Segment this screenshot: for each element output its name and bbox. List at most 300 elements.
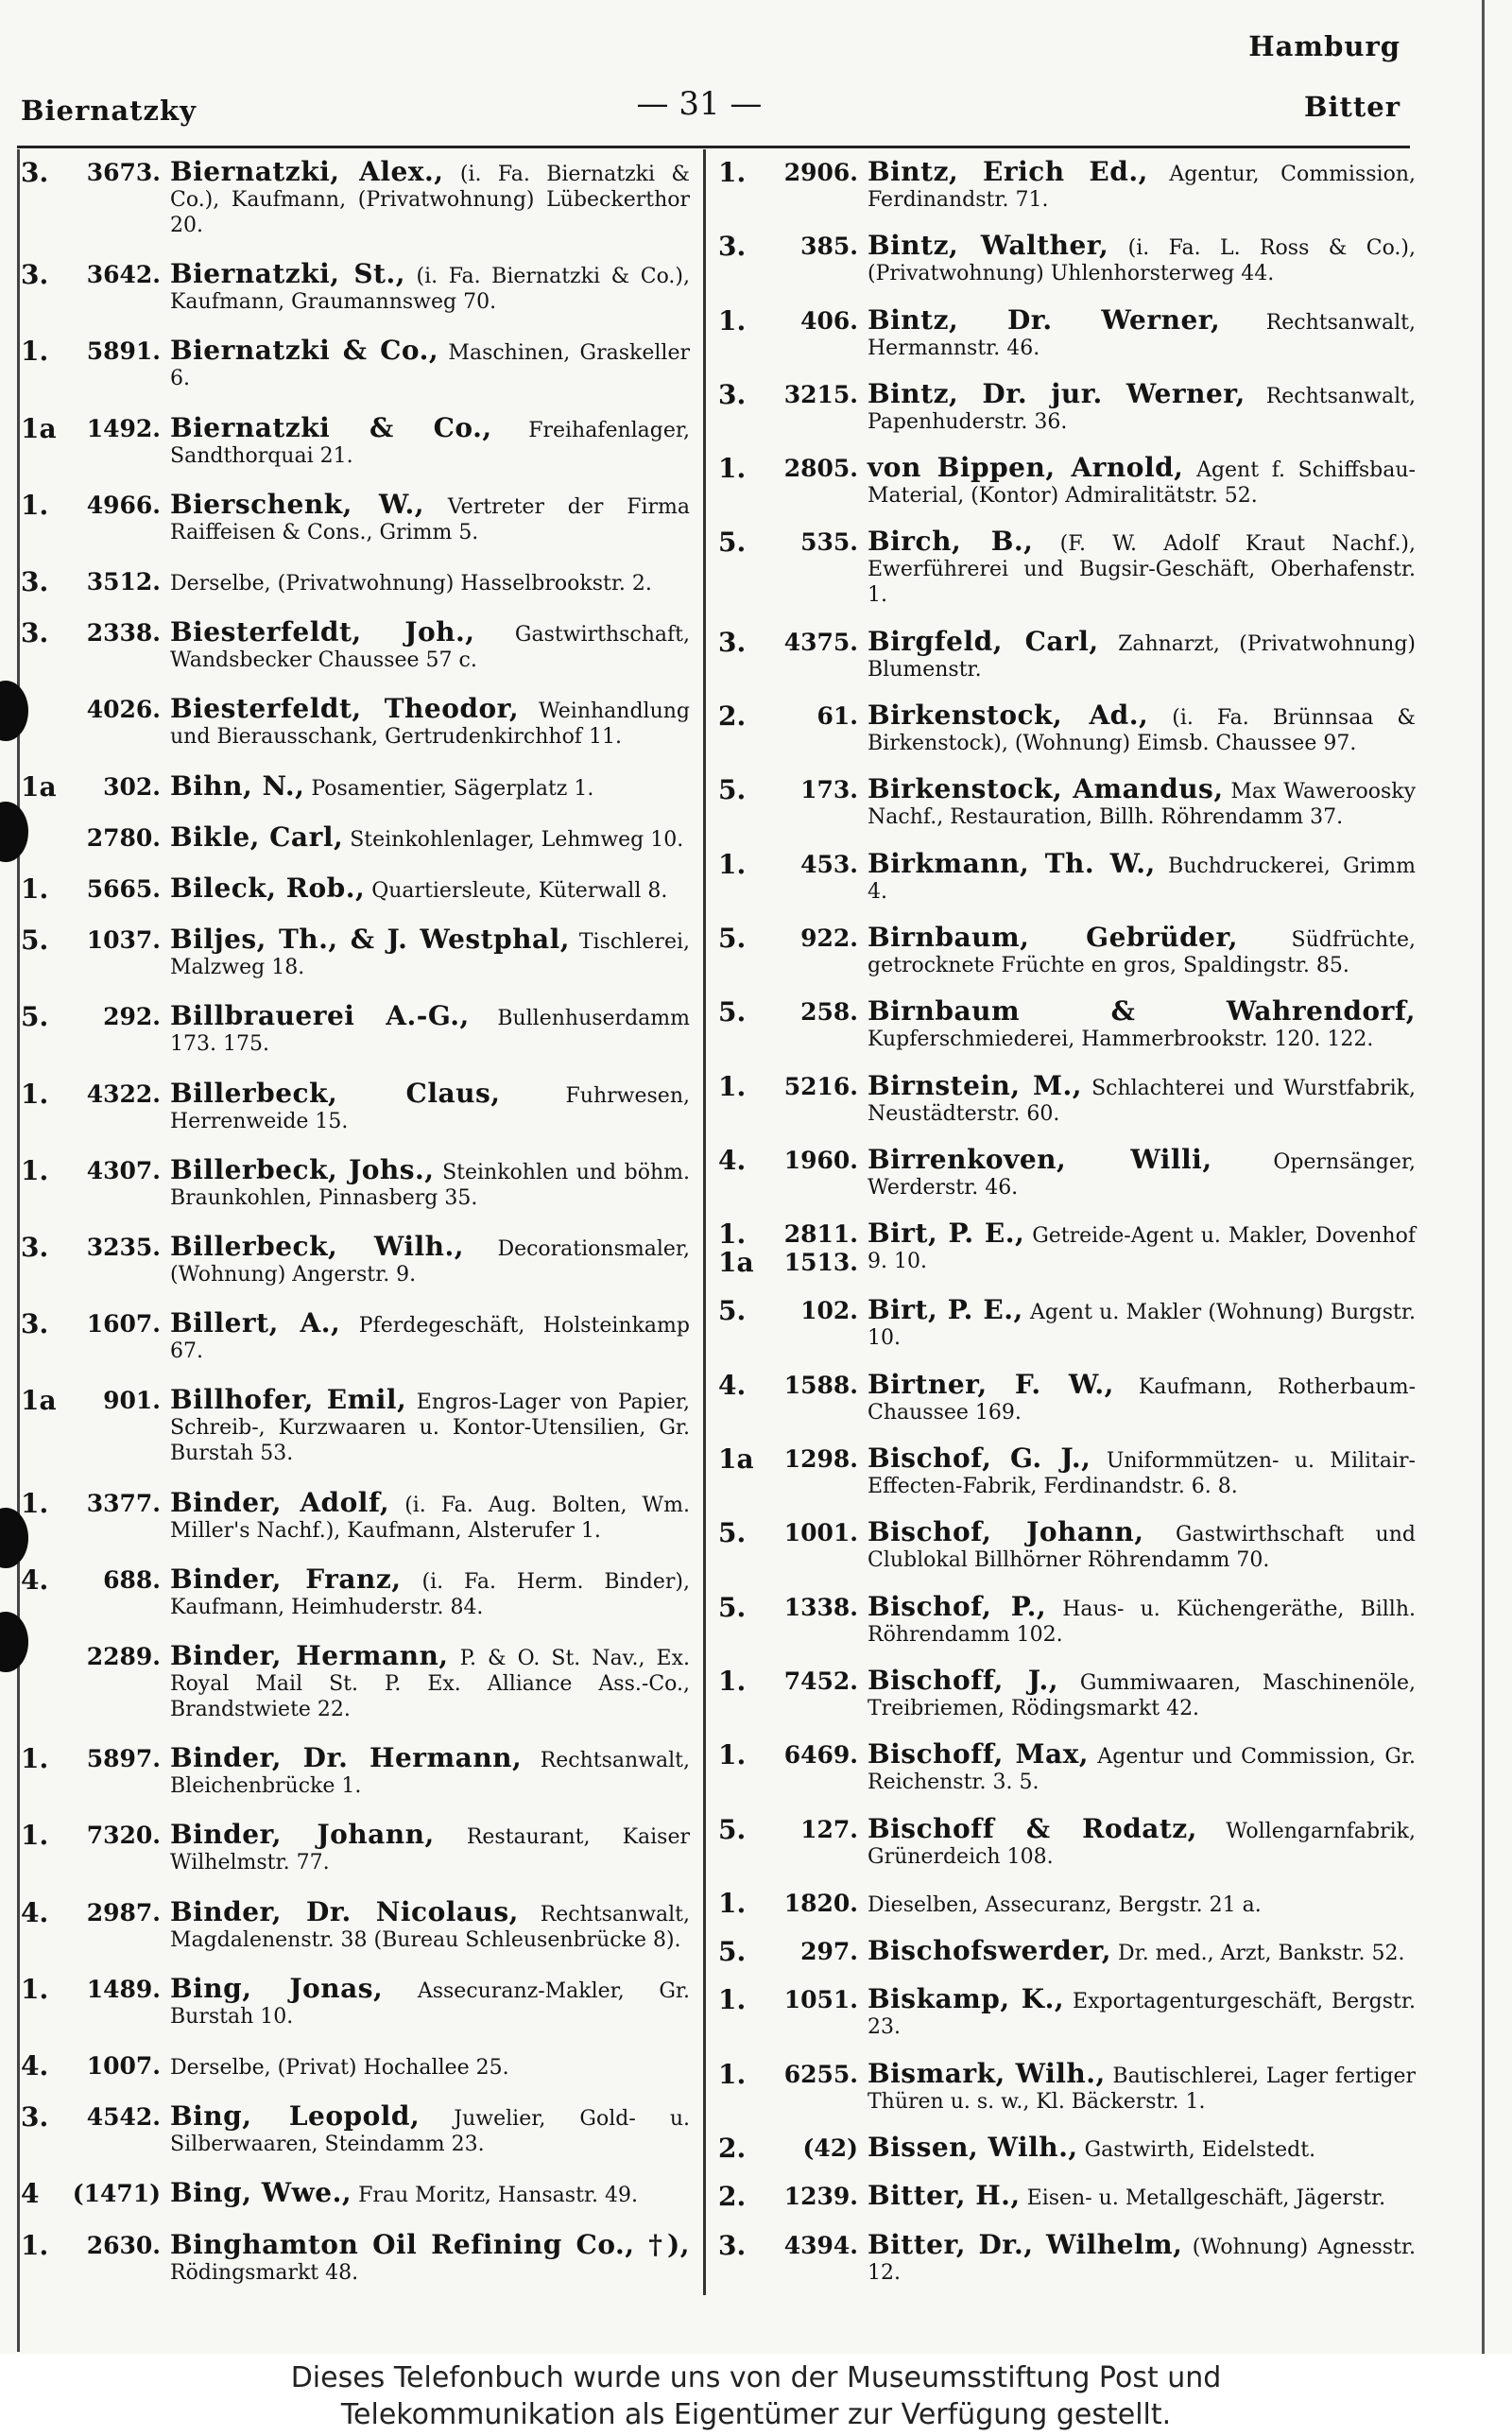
directory-entry [21,1972,690,2030]
directory-entry [21,337,690,391]
subscriber-details: Agent f. Schiffsbau-Material, (Kontor) Admiralitätstr. 52. [868,458,1416,509]
entry-text [170,1895,690,1953]
subscriber-details: Decorationsmaler, (Wohnung) Angerstr. 9. [170,1237,691,1287]
phone-number: 127. [800,1815,858,1843]
phone-number: 453. [800,850,858,878]
entry-text [868,1294,1416,1351]
subscriber-details: (i. Fa. Brünnsaa & Birkenstock), (Wohnung) Eimsb. Chaussee 97. [868,706,1416,756]
exchange-code: 5. [718,996,747,1028]
exchange-code: 1. [21,2229,49,2261]
exchange-code: 1. [21,336,49,368]
subscriber-name: Biernatzki, St., [170,258,405,290]
subscriber-name: Biernatzki, Alex., [170,156,444,187]
phone-number: 4966. [86,491,161,519]
subscriber-details: Exportagenturgeschäft, Bergstr. 23. [868,1990,1416,2040]
phone-number: 2811. 1513. [783,1220,858,1277]
phone-number: 7320. [86,1822,161,1850]
entry-text [170,258,690,315]
exchange-code: 5. [21,1001,49,1033]
directory-entry [718,1812,1416,1870]
phone-number: 102. [800,1297,858,1325]
directory-entry [21,156,691,238]
directory-entry [718,2057,1416,2115]
subscriber-details: Maschinen, Graskeller 6. [170,341,690,391]
exchange-code: 3. [21,2101,49,2134]
subscriber-details: Quartiersleute, Küterwall 8. [371,879,668,904]
phone-number: 3673. [86,159,161,186]
exchange-code: 5. [718,527,747,559]
subscriber-details: Uniformmützen- u. Militair-Effecten-Fabrik, Ferdinandstr. 6. 8. [868,1449,1416,1499]
subscriber-name: Bitter, H., [868,2180,1021,2212]
directory-entry [718,921,1416,978]
exchange-code: 1a [21,770,57,803]
exchange-code: 5. [718,922,747,954]
subscriber-name: Binder, Adolf, [170,1486,390,1518]
entry-text [868,1983,1416,2040]
directory-entry [21,1307,690,1364]
subscriber-details: Gastwirthschaft und Clublokal Billhörner Röhrendamm 70. [868,1523,1416,1573]
directory-entry [718,303,1416,361]
entry-text [170,821,690,853]
entry-text [170,872,690,905]
exchange-code: 1. [21,489,49,521]
phone-number: 6469. [783,1741,858,1770]
phone-number: 4375. [783,628,858,656]
phone-number: 688. [103,1565,161,1594]
directory-entry [718,2134,1416,2163]
directory-entry [21,258,690,315]
subscriber-name: Bischof, G. J., [868,1443,1091,1475]
subscriber-details: Dieselben, Assecuranz, Bergstr. 21 a. [868,1892,1262,1917]
entry-text [868,1590,1416,1648]
phone-number: 3642. [86,261,161,289]
directory-entry [718,1983,1416,2040]
subscriber-name: Bismark, Wilh., [868,2057,1106,2089]
exchange-code: 3. [718,231,747,263]
entry-text [868,528,1416,608]
directory-entry [21,488,690,545]
subscriber-details: (Wohnung) Agnesstr. 12. [868,2235,1416,2285]
subscriber-name: Bitter, Dr., Wilhelm, [868,2228,1183,2260]
phone-number: 4542. [86,2103,161,2132]
entry-text [868,303,1416,361]
subscriber-name: Bischof, P., [868,1590,1047,1622]
subscriber-details: (i. Fa. Aug. Bolten, Wm. Miller's Nachf.), Kaufmann, Alsterufer 1. [170,1493,690,1543]
subscriber-name: Birtner, F. W., [868,1368,1114,1400]
subscriber-details: Derselbe, (Privatwohnung) Hasselbrookstr. 2. [170,572,652,596]
exchange-code: 5. [718,1295,747,1327]
phone-number: 1820. [783,1889,858,1917]
subscriber-name: Billbrauerei A.-G., [170,1000,470,1032]
phone-number: 5665. [86,875,161,904]
exchange-code: 2. [718,2181,747,2213]
right-margin-rule [1482,0,1485,2354]
phone-number: 6255. [783,2060,858,2088]
phone-number: 922. [800,924,858,952]
subscriber-details: (i. Fa. Biernatzki & Co.), Kaufmann, Graumannsweg 70. [170,265,690,315]
subscriber-name: Binder, Hermann, [170,1640,449,1672]
exchange-code: 5. [718,1591,747,1623]
phone-number: 1607. [86,1310,161,1339]
phone-number: 258. [800,998,858,1027]
subscriber-details: Kupferschmiederei, Hammerbrookstr. 120. 122. [868,1028,1374,1052]
subscriber-details: (i. Fa. Herm. Binder), Kaufmann, Heimhuderstr. 84. [170,1569,690,1619]
exchange-code: 2. [718,2133,747,2165]
phone-number: 2289. [86,1643,161,1671]
entry-text [170,568,690,596]
phone-number: 535. [800,528,858,557]
phone-number: 2906. [783,159,858,186]
subscriber-name: Biljes, Th., & J. Westphal, [170,924,571,956]
subscriber-name: Bintz, Dr. jur. Werner, [868,377,1246,409]
directory-entry [21,2100,690,2157]
subscriber-details: (i. Fa. L. Ross & Co.), (Privatwohnung) Uhlenhorsterweg 44. [868,236,1416,286]
subscriber-details: Posamentier, Sägerplatz 1. [311,776,594,801]
entry-text [170,1742,690,1799]
entry-text [170,1000,690,1057]
running-head-right: Bitter [1303,91,1400,123]
subscriber-name: Bissen, Wilh., [868,2132,1078,2164]
notice-line-1: Dieses Telefonbuch wurde uns von der Museumsstiftung Post und [290,2361,1222,2394]
entry-text [170,1972,690,2030]
directory-entry [21,1895,690,1953]
entry-text [170,1563,690,1620]
subscriber-details: Freihafenlager, Sandthorquai 21. [170,418,690,468]
exchange-code: 5. [21,924,49,957]
exchange-code: 1. [718,1887,747,1919]
directory-entry [718,1294,1416,1351]
directory-entry [718,230,1416,286]
entry-text [868,1664,1416,1721]
subscriber-details: Juwelier, Gold- u. Silberwaaren, Steindamm 23. [170,2107,690,2157]
directory-entry [718,377,1416,435]
entry-text [868,1516,1416,1573]
subscriber-name: Bing, Leopold, [170,2100,421,2133]
phone-number: 2987. [86,1898,161,1926]
entry-text [170,693,690,750]
directory-entry [718,1516,1416,1573]
exchange-code: 1. [718,157,747,188]
exchange-code: 5. [718,1517,747,1549]
exchange-code: 1. 1a [718,1218,754,1279]
subscriber-details: Rechtsanwalt, Magdalenenstr. 38 (Bureau Schleusenbrücke 8). [170,1902,690,1952]
phone-number: 4394. [783,2231,858,2259]
entry-text [868,1445,1416,1499]
entry-text [868,847,1416,905]
exchange-code: 4. [718,1144,747,1176]
exchange-code: 1. [21,873,49,906]
entry-text [170,2228,690,2286]
subscriber-name: Bischof, Johann, [868,1516,1144,1548]
subscriber-details: Agentur und Commission, Gr. Reichenstr. 3. 5. [868,1745,1416,1795]
entry-text [868,377,1416,435]
exchange-code: 1. [718,2058,747,2090]
subscriber-details: Tischlerei, Malzweg 18. [170,930,690,980]
subscriber-name: Birnbaum & Wahrendorf, [868,995,1416,1028]
subscriber-details: Assecuranz-Makler, Gr. Burstah 10. [170,1978,690,2029]
phone-number: 3215. [783,380,858,408]
directory-entry [21,926,690,980]
exchange-code: 4. [718,1369,747,1401]
directory-entry [718,1069,1417,1127]
subscriber-details: Dr. med., Arzt, Bankstr. 52. [1117,1942,1405,1966]
directory-entry [21,2177,690,2210]
phone-number: 5891. [86,337,161,366]
phone-number: 61. [816,702,858,731]
entry-text [170,616,690,673]
entry-text [868,230,1416,286]
directory-entry [718,995,1416,1052]
subscriber-name: Birrenkoven, Willi, [868,1143,1212,1175]
subscriber-details: Frau Moritz, Hansastr. 49. [358,2184,638,2208]
directory-entry [21,872,690,906]
directory-entry [718,1664,1416,1721]
directory-entry [718,2180,1416,2213]
subscriber-details: Wollengarnfabrik, Grünerdeich 108. [868,1819,1416,1869]
ownership-notice [0,2354,1512,2436]
entry-text [868,1890,1416,1918]
exchange-code: 1. [21,1973,49,2005]
entry-text [170,1077,690,1134]
subscriber-name: Birgfeld, Carl, [868,625,1099,657]
directory-entry [21,1640,690,1722]
entry-text [170,1153,690,1211]
phone-number: 2805. [783,455,858,483]
entry-text [868,1143,1416,1201]
phone-number: 302. [103,772,161,801]
phone-number: 2338. [86,619,161,648]
entry-text [170,926,690,980]
subscriber-name: Binder, Franz, [170,1563,402,1595]
subscriber-details: Agentur, Commission, Ferdinandstr. 71. [868,163,1416,212]
subscriber-details: Weinhandlung und Bierausschank, Gertrudenkirchhof 11. [170,700,690,750]
subscriber-details: Rechtsanwalt, Papenhuderstr. 36. [868,384,1416,434]
exchange-code: 1. [718,1739,747,1771]
exchange-code: 3. [21,1232,49,1264]
phone-number: 4322. [86,1080,161,1108]
exchange-code: 1. [21,1820,49,1852]
directory-entry [718,1590,1416,1648]
subscriber-name: Bischoff & Rodatz, [868,1812,1197,1844]
directory-entry [21,1000,690,1057]
exchange-code: 3. [21,566,49,598]
entry-text [170,411,690,469]
subscriber-name: Biernatzki & Co., [170,411,492,443]
subscriber-name: Birkenstock, Amandus, [868,773,1224,805]
phone-number: 2780. [86,823,161,852]
exchange-code: 1. [718,1984,747,2016]
phone-number: 2630. [86,2231,161,2259]
exchange-code: 3. [718,2229,747,2261]
exchange-code: 3. [21,157,49,188]
subscriber-name: Bierschenk, W., [170,488,424,520]
entry-text [868,1368,1417,1425]
phone-number: 1001. [783,1519,858,1547]
phone-number: (42) [802,2134,858,2163]
phone-number: 3235. [86,1234,161,1262]
subscriber-name: Bing, Jonas, [170,1972,384,2004]
subscriber-name: Binder, Dr. Nicolaus, [170,1895,519,1927]
subscriber-name: Bing, Wwe., [170,2177,352,2209]
phone-number: 1037. [86,926,161,955]
subscriber-details: Rödingsmarkt 48. [170,2260,359,2285]
header-rule [17,146,1410,148]
entry-text [868,921,1416,978]
subscriber-details: Derselbe, (Privat) Hochallee 25. [170,2056,509,2081]
entry-text [868,2057,1416,2115]
subscriber-name: Biernatzki & Co., [170,335,439,367]
subscriber-details: Pferdegeschäft, Holsteinkamp 67. [170,1314,690,1364]
exchange-code: 3. [718,626,747,658]
directory-entry [21,2052,690,2081]
entry-text [868,1738,1416,1795]
directory-entry [21,411,690,469]
entry-text [170,1231,691,1287]
phone-number: 7452. [783,1667,858,1695]
directory-entry [718,1887,1416,1919]
directory-entry [718,2228,1416,2286]
subscriber-name: Birkenstock, Ad., [868,700,1149,732]
phone-number: 4307. [86,1156,161,1184]
directory-entry [21,1077,690,1134]
subscriber-details: Gastwirthschaft, Wandsbecker Chaussee 57 c. [170,623,690,673]
phone-number: (1471) [72,2180,161,2208]
phone-number: 5216. [783,1072,858,1100]
phone-number: 901. [103,1387,161,1415]
subscriber-details: Kaufmann, Rotherbaum-Chaussee 169. [868,1374,1417,1425]
subscriber-details: Haus- u. Küchengeräthe, Billh. Röhrendamm 102. [868,1597,1416,1647]
left-column-listings [21,156,691,2286]
exchange-code: 3. [718,378,747,410]
entry-text [170,2177,690,2209]
subscriber-name: Billerbeck, Claus, [170,1077,501,1109]
phone-number: 1007. [86,2052,161,2081]
directory-entry [21,1384,690,1466]
directory-entry [21,1819,690,1875]
subscriber-details: Bullenhuserdamm 173. 175. [170,1007,690,1057]
entry-text [868,702,1416,756]
entry-text [868,1812,1416,1870]
phone-number: 1492. [86,414,161,442]
directory-entry [21,616,690,673]
left-margin-rule [17,149,20,2352]
exchange-code: 3. [21,617,49,649]
subscriber-name: Biesterfeldt, Theodor, [170,693,520,725]
phone-number: 1489. [86,1975,161,2003]
phone-number: 292. [103,1003,161,1031]
directory-entry [21,2228,690,2286]
subscriber-name: Bikle, Carl, [170,821,344,853]
exchange-code: 4. [21,1564,49,1596]
directory-entry [718,1738,1416,1795]
subscriber-name: Bihn, N., [170,769,305,802]
directory-entry [21,693,690,750]
subscriber-name: Binder, Dr. Hermann, [170,1742,523,1774]
phone-number: 1338. [783,1593,858,1621]
entry-text [170,1307,690,1364]
directory-entry [718,1368,1417,1425]
subscriber-details: Agent u. Makler (Wohnung) Burgstr. 10. [868,1301,1416,1351]
entry-text [868,625,1416,682]
phone-number: 1588. [783,1371,858,1399]
subscriber-name: Billert, A., [170,1307,341,1339]
phone-number: 297. [800,1938,858,1966]
exchange-code: 4. [21,1896,49,1928]
subscriber-name: Billhofer, Emil, [170,1384,407,1416]
subscriber-details: (F. W. Adolf Kraut Nachf.), Ewerführerei und Bugsir-Geschäft, Oberhafenstr. 1. [868,532,1417,608]
exchange-code: 1a [21,412,57,444]
subscriber-name: Bintz, Erich Ed., [868,156,1148,187]
exchange-code: 3. [21,1308,49,1340]
entry-text [170,1640,690,1722]
running-head-left: Biernatzky [21,95,197,127]
subscriber-details: Fuhrwesen, Herrenweide 15. [170,1083,690,1133]
subscriber-name: Billerbeck, Wilh., [170,1231,464,1263]
subscriber-name: Birt, P. E., [868,1294,1023,1326]
phone-number: 1960. [783,1146,858,1174]
subscriber-name: Binder, Johann, [170,1819,435,1851]
subscriber-details: Schlachterei und Wurstfabrik, Neustädterstr. 60. [868,1076,1417,1126]
exchange-code: 5. [718,1936,747,1968]
page-number: — 31 — [636,85,763,123]
exchange-code: 1. [21,1078,49,1110]
exchange-code: 1. [718,848,747,880]
phone-number: 1298. [783,1445,858,1474]
subscriber-details: Rechtsanwalt, Hermannstr. 46. [868,310,1416,360]
exchange-code: 5. [718,774,747,806]
phone-number: 173. [800,776,858,804]
subscriber-name: Bintz, Dr. Werner, [868,303,1221,336]
subscriber-name: Birnstein, M., [868,1069,1082,1101]
city-heading: Hamburg [1248,30,1400,62]
phone-number: 406. [800,306,858,335]
subscriber-details: Bautischlerei, Lager fertiger Thüren u. s. w., Kl. Bäckerstr. 1. [868,2064,1416,2114]
directory-entry [718,1220,1416,1277]
exchange-code: 1a [21,1385,57,1417]
directory-entry [718,773,1416,830]
subscriber-name: Birt, P. E., [868,1218,1025,1250]
entry-text [170,488,690,545]
subscriber-name: Billerbeck, Johs., [170,1153,435,1185]
directory-entry [718,1935,1416,1968]
directory-entry [21,1231,691,1287]
phone-number: 1051. [783,1986,858,2014]
right-column-listings [718,156,1417,2286]
subscriber-details: Steinkohlen und böhm. Braunkohlen, Pinnasberg 35. [170,1160,690,1210]
subscriber-name: Biesterfeldt, Joh., [170,616,475,648]
entry-text [868,1935,1416,1967]
subscriber-details: Engros-Lager von Papier, Schreib-, Kurzwaaren u. Kontor-Utensilien, Gr. Burstah 53. [170,1391,690,1466]
subscriber-details: (i. Fa. Biernatzki & Co.), Kaufmann, (Privatwohnung) Lübeckerthor 20. [170,163,691,237]
phone-number: 5897. [86,1745,161,1773]
exchange-code: 4. [21,2050,49,2082]
subscriber-details: Steinkohlenlager, Lehmweg 10. [350,827,684,852]
exchange-code: 3. [21,259,49,291]
subscriber-name: Birnbaum, Gebrüder, [868,921,1238,953]
exchange-code: 1. [21,1487,49,1519]
exchange-code: 1. [718,1070,747,1102]
entry-text [868,2134,1416,2163]
entry-text [868,773,1416,830]
entry-text [868,995,1416,1052]
entry-text [868,156,1416,213]
entry-text [170,337,690,391]
subscriber-details: Opernsänger, Werderstr. 46. [868,1149,1416,1200]
phone-number: 3377. [86,1489,161,1517]
subscriber-details: Vertreter der Firma Raiffeisen & Cons., Grimm 5. [170,494,690,544]
subscriber-name: Bischoff, Max, [868,1738,1090,1771]
entry-text [868,1220,1416,1274]
